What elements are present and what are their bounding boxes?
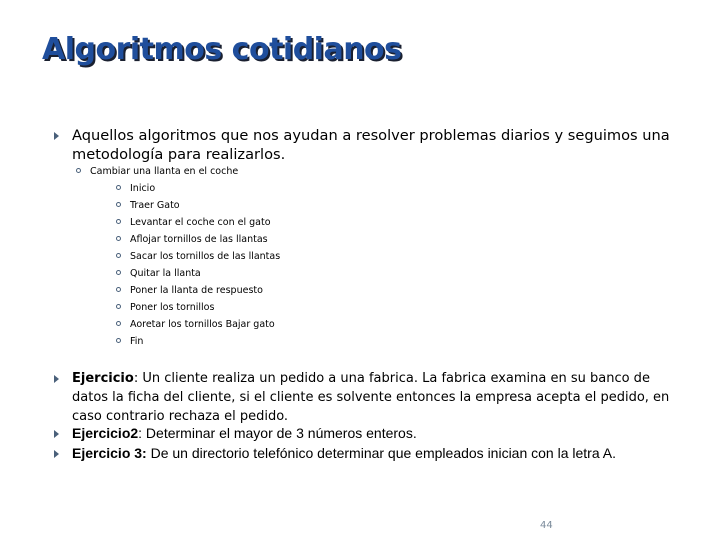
step-item (116, 268, 201, 280)
step-item (116, 200, 180, 212)
step-text: Sacar los tornillos de las llantas (130, 251, 281, 262)
circle-bullet-icon (116, 270, 121, 275)
step-text: Aoretar los tornillos Bajar gato (130, 319, 275, 330)
ejercicio-2-label: Ejercicio2 (72, 425, 139, 441)
circle-bullet-icon (116, 287, 121, 292)
bullet-intro (54, 126, 684, 164)
step-item (116, 336, 143, 348)
step-item (116, 319, 275, 331)
bullet-intro-text: Aquellos algoritmos que nos ayudan a resolver problemas diarios y seguimos una metodología para realizarlos. (72, 127, 670, 163)
circle-bullet-icon (116, 338, 121, 343)
step-text: Aflojar tornillos de las llantas (130, 234, 268, 245)
bullet-ejercicio-1 (54, 369, 684, 426)
ejercicio-3-label: Ejercicio 3: (72, 445, 147, 461)
ejercicio-1-label: Ejercicio (72, 371, 134, 386)
step-item (116, 217, 271, 229)
step-text: Levantar el coche con el gato (130, 217, 271, 228)
step-item (116, 234, 268, 246)
ejercicio-3-text (72, 444, 684, 462)
bullet-ejercicio-2 (54, 424, 684, 442)
circle-bullet-icon (116, 202, 121, 207)
step-text: Inicio (130, 183, 156, 194)
circle-bullet-icon (76, 168, 81, 173)
arrow-bullet-icon (54, 450, 59, 458)
step-text: Poner la llanta de respuesto (130, 285, 263, 296)
ejercicio-1-body: : Un cliente realiza un pedido a una fabrica. La fabrica examina en su banco de datos la ficha del cliente, si el cliente es solvente entonces la empresa acepta el pedido, en caso contrario rechaza el pedido. (72, 371, 670, 424)
step-text: Poner los tornillos (130, 302, 215, 313)
arrow-bullet-icon (54, 430, 59, 438)
circle-bullet-icon (116, 253, 121, 258)
ejercicio-1-text (72, 369, 684, 426)
slide-title: Algoritmos cotidianos (42, 32, 402, 67)
arrow-bullet-icon (54, 375, 59, 383)
step-item (116, 251, 280, 263)
bullet-ejercicio-3 (54, 444, 684, 462)
ejercicio-2-body: : Determinar el mayor de 3 números enteros. (138, 425, 417, 441)
step-text: Quitar la llanta (130, 268, 201, 279)
step-item (116, 302, 214, 314)
step-item (116, 285, 263, 297)
circle-bullet-icon (116, 185, 121, 190)
arrow-bullet-icon (54, 132, 59, 140)
step-item (116, 183, 155, 195)
circle-bullet-icon (116, 304, 121, 309)
sub-heading-text: Cambiar una llanta en el coche (90, 166, 239, 177)
step-text: Traer Gato (130, 200, 180, 211)
step-text: Fin (130, 336, 144, 347)
circle-bullet-icon (116, 219, 121, 224)
sub-bullet-heading (76, 166, 238, 178)
circle-bullet-icon (116, 321, 121, 326)
page-number: 44 (540, 520, 553, 531)
circle-bullet-icon (116, 236, 121, 241)
ejercicio-2-text (72, 424, 684, 442)
ejercicio-3-body: De un directorio telefónico determinar que empleados inician con la letra A. (146, 445, 616, 461)
